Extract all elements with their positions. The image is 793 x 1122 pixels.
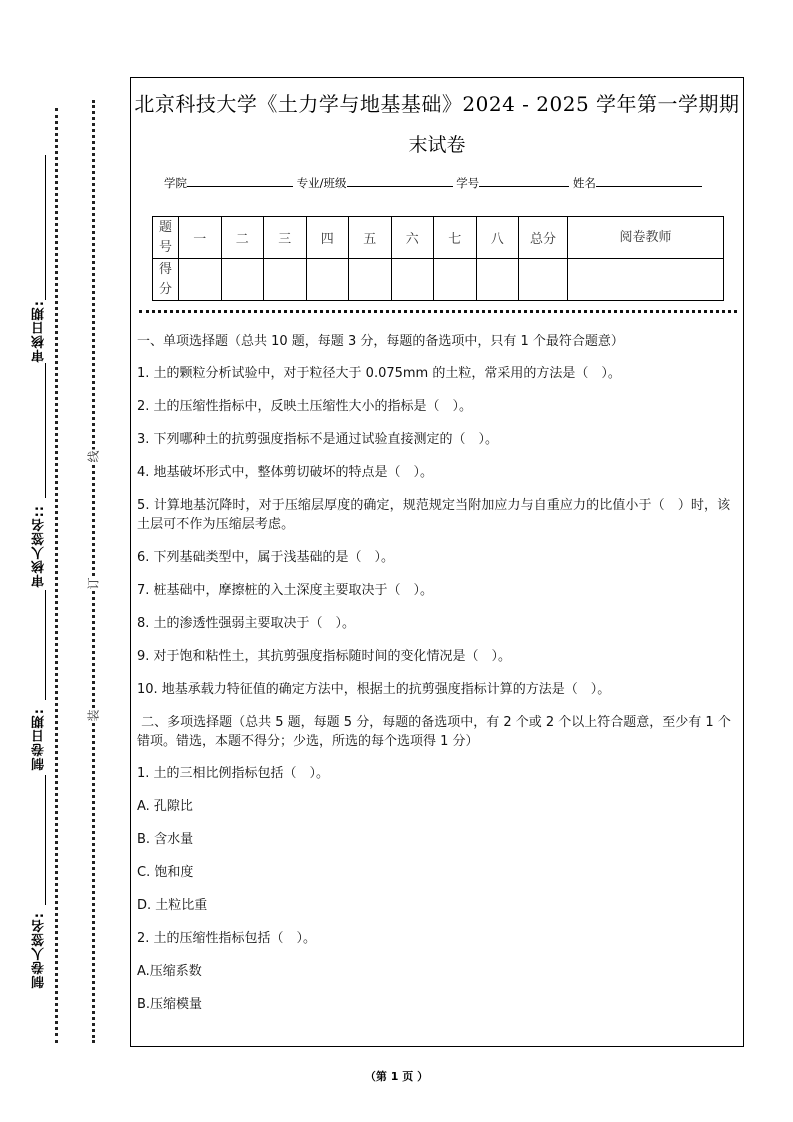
score-cell-grader[interactable] (568, 259, 724, 301)
major-class-label: 专业/班级 (296, 176, 347, 190)
reviewer-signature-line (45, 363, 46, 498)
col-grader: 阅卷教师 (568, 217, 724, 259)
score-cell-3[interactable] (264, 259, 307, 301)
score-cell-total[interactable] (519, 259, 568, 301)
score-cell-7[interactable] (434, 259, 477, 301)
exam-frame (130, 77, 744, 1047)
question-1-4: 4. 地基破坏形式中，整体剪切破坏的特点是（ ）。 (137, 465, 434, 480)
college-field[interactable] (187, 176, 293, 187)
compiler-signature-label: 制卷人签名: (32, 912, 47, 989)
question-1-10: 10. 地基承载力特征值的确定方法中，根据土的抗剪强度指标计算的方法是（ ）。 (137, 682, 611, 697)
question-number-header: 题号 (153, 217, 179, 259)
dotted-separator (139, 310, 737, 313)
major-class-field[interactable] (347, 176, 453, 187)
question-1-2: 2. 土的压缩性指标中，反映土压缩性大小的指标是（ ）。 (137, 399, 473, 414)
col-6: 六 (391, 217, 434, 259)
compile-date-line (45, 590, 46, 700)
compiler-signature-line (45, 775, 46, 905)
exam-title: 北京科技大学《土力学与地基基础》2024 - 2025 学年第一学期期 (134, 92, 740, 116)
question-2-1: 1. 土的三相比例指标包括（ ）。 (137, 766, 330, 781)
exam-title-continued: 末试卷 (408, 134, 466, 156)
binding-char-line: 线 (86, 450, 101, 463)
student-id-field[interactable] (479, 176, 569, 187)
option-2-1-a: A. 孔隙比 (137, 799, 193, 814)
reviewer-signature-label: 审核人签名:: (32, 505, 47, 588)
score-cell-6[interactable] (391, 259, 434, 301)
question-2-2: 2. 土的压缩性指标包括（ ）。 (137, 931, 317, 946)
question-1-6: 6. 下列基础类型中，属于浅基础的是（ ）。 (137, 550, 395, 565)
student-info-row (164, 175, 702, 191)
score-cell-2[interactable] (221, 259, 264, 301)
col-7: 七 (434, 217, 477, 259)
question-1-7: 7. 桩基础中，摩擦桩的入土深度主要取决于（ ）。 (137, 583, 434, 598)
score-table (152, 216, 724, 301)
col-1: 一 (179, 217, 222, 259)
score-cell-8[interactable] (476, 259, 519, 301)
question-1-3: 3. 下列哪种土的抗剪强度指标不是通过试验直接测定的（ ）。 (137, 432, 499, 447)
score-cell-5[interactable] (349, 259, 392, 301)
col-5: 五 (349, 217, 392, 259)
review-date-line (45, 155, 46, 300)
score-table-header-row (153, 217, 724, 259)
outer-dotted-line (55, 108, 58, 1043)
score-table-score-row (153, 259, 724, 301)
name-label: 姓名 (572, 176, 596, 190)
col-2: 二 (221, 217, 264, 259)
option-2-1-c: C. 饱和度 (137, 865, 194, 880)
question-1-8: 8. 土的渗透性强弱主要取决于（ ）。 (137, 616, 356, 631)
page-number: （第 1 页 ） (364, 1070, 429, 1083)
name-field[interactable] (596, 176, 702, 187)
compile-date-label: 制卷日期: (32, 708, 47, 771)
question-1-5: 5. 计算地基沉降时，对于压缩层厚度的确定，规范规定当附加应力与自重应力的比值小于（ ）时，该土层可不作为压缩层考虑。 (137, 498, 731, 532)
option-2-1-b: B. 含水量 (137, 832, 194, 847)
student-id-label: 学号 (456, 176, 480, 190)
question-1-1: 1. 土的颗粒分析试验中，对于粒径大于 0.075mm 的土粒，常采用的方法是（ ）。 (137, 366, 621, 381)
score-cell-1[interactable] (179, 259, 222, 301)
section-2-heading: 二、多项选择题（总共 5 题，每题 5 分，每题的备选项中，有 2 个或 2 个以上符合题意，至少有 1 个错项。错选，本题不得分；少选，所选的每个选项得 1 分） (137, 715, 731, 749)
score-header: 得分 (153, 259, 179, 301)
option-2-2-b: B.压缩模量 (137, 997, 203, 1012)
exam-content (137, 332, 737, 1028)
section-1-heading: 一、单项选择题（总共 10 题，每题 3 分，每题的备选项中，只有 1 个最符合题意） (137, 334, 624, 349)
college-label: 学院 (164, 176, 187, 190)
option-2-2-a: A.压缩系数 (137, 964, 202, 979)
review-date-label: 审核日期: (32, 300, 47, 363)
col-total: 总分 (519, 217, 568, 259)
inner-dotted-line (92, 100, 95, 1043)
col-4: 四 (306, 217, 349, 259)
binding-char-bind: 装 (86, 709, 101, 722)
option-2-1-d: D. 土粒比重 (137, 898, 208, 913)
col-3: 三 (264, 217, 307, 259)
col-8: 八 (476, 217, 519, 259)
score-cell-4[interactable] (306, 259, 349, 301)
question-1-9: 9. 对于饱和粘性土，其抗剪强度指标随时间的变化情况是（ ）。 (137, 649, 512, 664)
binding-char-staple: 订 (86, 577, 101, 590)
